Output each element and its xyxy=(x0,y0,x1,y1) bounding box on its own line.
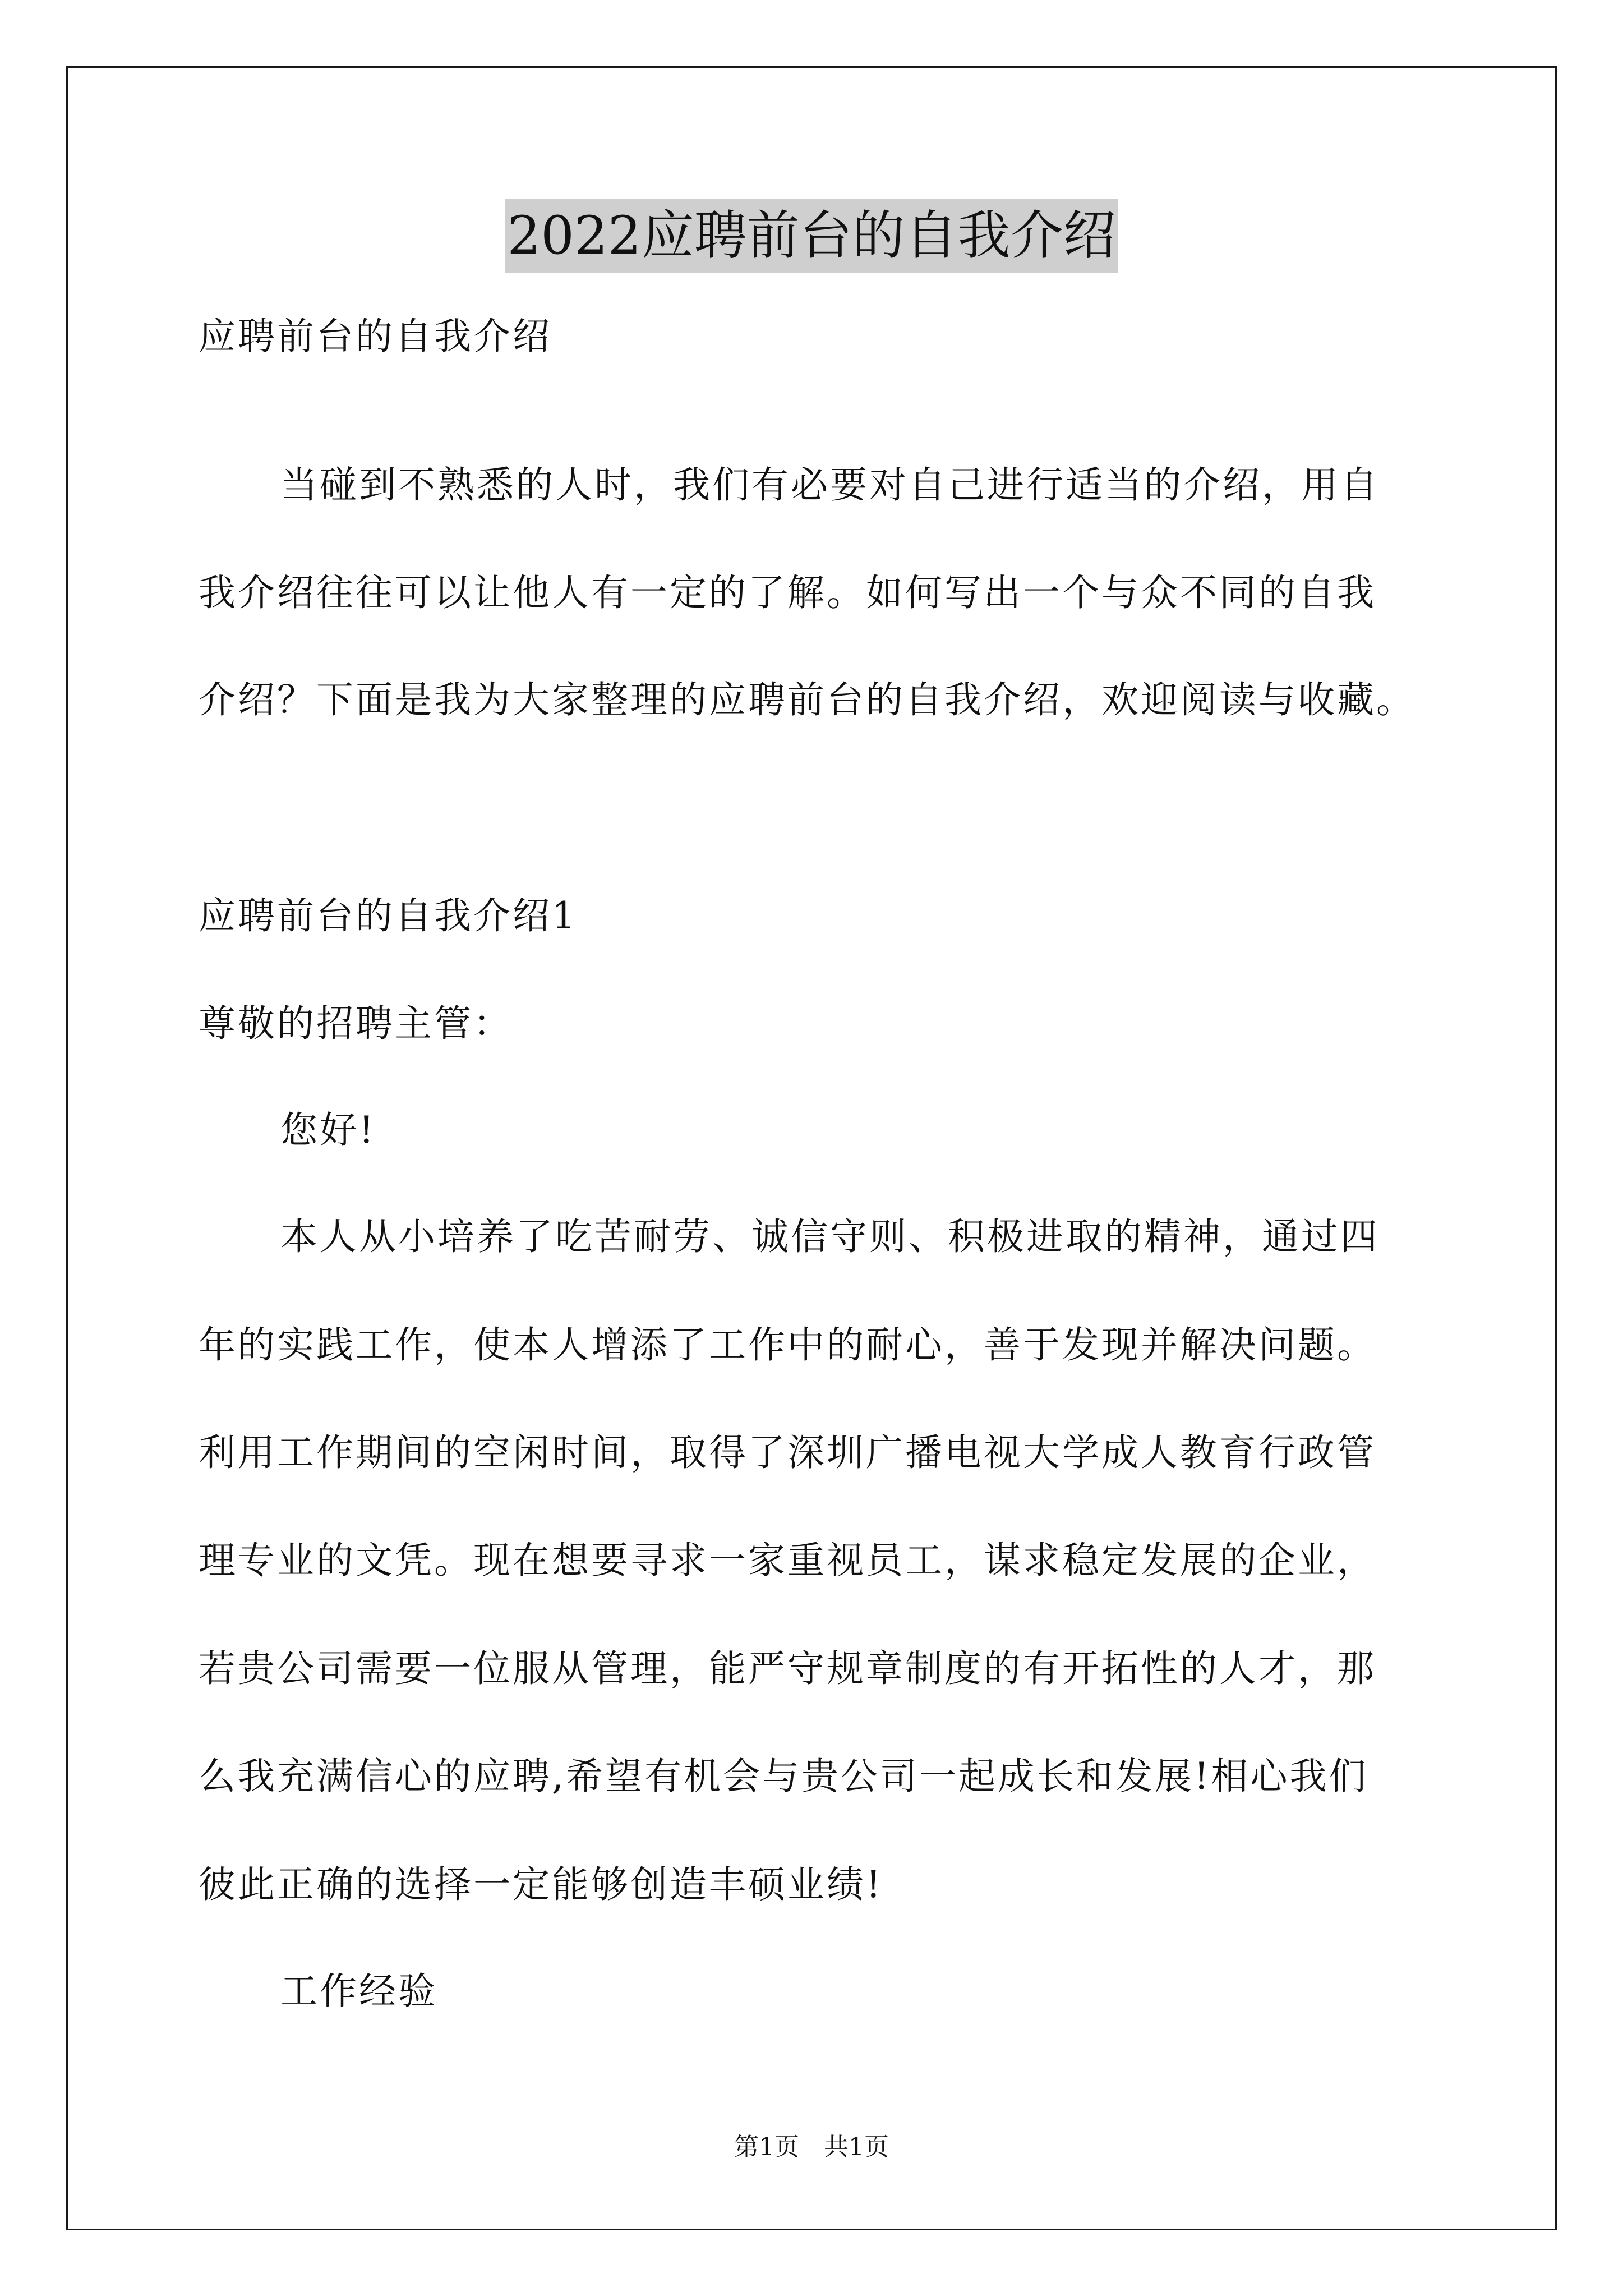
body-line-7: 彼此正确的选择一定能够创造丰硕业绩! xyxy=(199,1863,883,1906)
body-line-2: 年的实践工作，使本人增添了工作中的耐心，善于发现并解决问题。 xyxy=(199,1323,1376,1366)
document-title: 2022应聘前台的自我介绍 xyxy=(505,199,1118,273)
page-footer: 第1页 共1页 xyxy=(734,2133,889,2161)
intro-line-3: 介绍？下面是我为大家整理的应聘前台的自我介绍，欢迎阅读与收藏。 xyxy=(199,678,1415,721)
body-line-1: 本人从小培养了吃苦耐劳、诚信守则、积极进取的精神，通过四 xyxy=(280,1215,1380,1258)
subtitle: 应聘前台的自我介绍 xyxy=(199,315,552,358)
intro-line-2: 我介绍往往可以让他人有一定的了解。如何写出一个与众不同的自我 xyxy=(199,571,1376,614)
title-container xyxy=(0,199,1623,273)
greeting: 您好! xyxy=(280,1108,376,1152)
salutation: 尊敬的招聘主管： xyxy=(199,1002,513,1045)
body-line-3: 利用工作期间的空闲时间，取得了深圳广播电视大学成人教育行政管 xyxy=(199,1431,1376,1474)
body-line-4: 理专业的文凭。现在想要寻求一家重视员工，谋求稳定发展的企业， xyxy=(199,1539,1376,1582)
body-line-6: 么我充满信心的应聘,希望有机会与贵公司一起成长和发展!相心我们 xyxy=(199,1755,1368,1798)
section-heading: 应聘前台的自我介绍1 xyxy=(199,894,578,937)
intro-line-1: 当碰到不熟悉的人时，我们有必要对自己进行适当的介绍，用自 xyxy=(280,463,1380,507)
work-experience-heading: 工作经验 xyxy=(280,1970,437,2013)
body-line-5: 若贵公司需要一位服从管理，能严守规章制度的有开拓性的人才，那 xyxy=(199,1647,1376,1690)
